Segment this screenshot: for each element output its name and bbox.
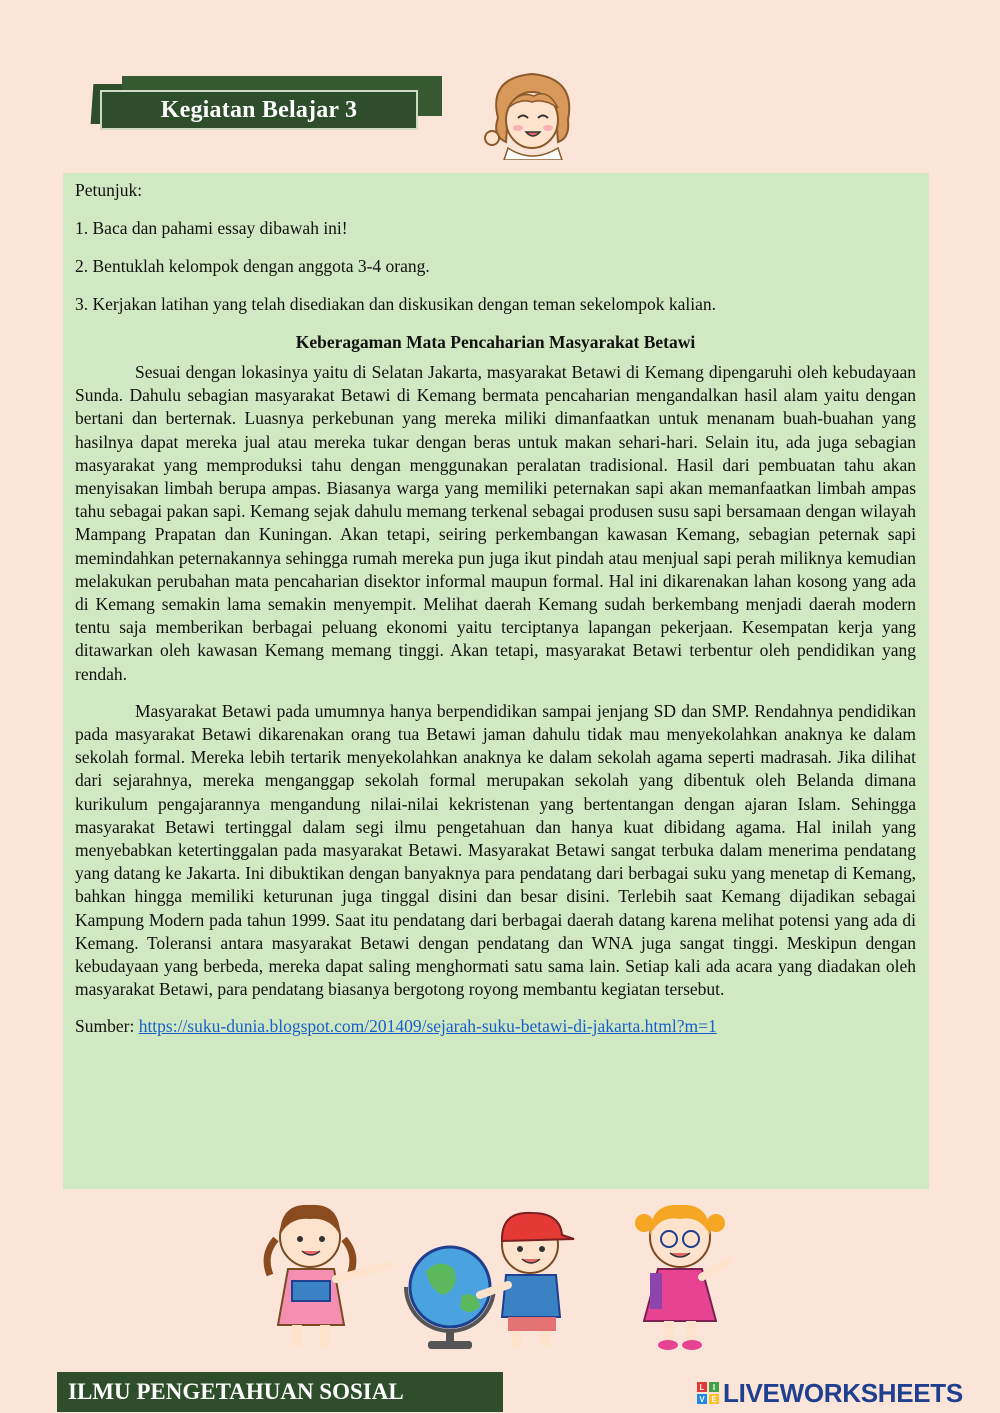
content-panel: [63, 173, 929, 1189]
liveworksheets-wordmark: LIVEWORKSHEETS: [723, 1378, 963, 1408]
girl-with-glasses-figure: [635, 1205, 728, 1350]
svg-text:L: L: [699, 1383, 705, 1392]
liveworksheets-logo-icon: [697, 1382, 719, 1404]
svg-text:V: V: [699, 1395, 705, 1404]
source-link[interactable]: https://suku-dunia.blogspot.com/201409/sejarah-suku-betawi-di-jakarta.html?m=1: [138, 1016, 717, 1037]
lesson-banner: [92, 70, 444, 132]
lesson-title: Kegiatan Belajar 3: [160, 97, 358, 123]
instruction-item: 3. Kerjakan latihan yang telah disediakan dan diskusikan dengan teman sekelompok kalian.: [75, 294, 716, 314]
essay-paragraph: Masyarakat Betawi pada umumnya hanya berpendidikan sampai jenjang SD dan SMP. Rendahnya pendidikan pada masyarakat Betawi dikarenakan orang tua Betawi jaman dahulu tidak mau menyekolahkan anaknya ke dalam sekolah formal. Mereka lebih tertarik menyekolahkan anaknya ke dalam sekolah agama seperti madrasah. Jika dilihat dari sejarahnya, mereka menganggap sekolah formal merupakan sekolah yang dibentuk oleh Belanda dimana kurikulum pengajarannya mengandung nilai-nilai kekristenan yang bertentangan dengan ajaran Islam. Sehingga masyarakat Betawi tertinggal dalam segi ilmu pengetahuan dan hanya kuat dibidang agama. Hal inilah yang menyebabkan ketertinggalan pada masyarakat Betawi. Masyarakat Betawi sangat terbuka dalam menerima pendatang yang datang ke Jakarta. Ini dibuktikan dengan banyaknya para pendatang dari berbagai suku yang menetap di Kemang, bahkan hingga memiliki keturunan juga tinggal disini dan besar disini. Terlebih saat Kemang dijadikan sebagai Kampung Modern pada tahun 1999. Saat itu pendatang dari berbagai daerah datang karena melihat potensi yang ada di Kemang. Toleransi antara masyarakat Betawi dengan pendatang dan WNA juga sangat tinggi. Meskipun dengan kebudayaan yang berbeda, mereka dapat saling menghormati satu sama lain. Setiap kali ada acara yang diadakan oleh masyarakat Betawi, para pendatang biasanya bergotong royong membantu kegiatan tersebut.: [75, 700, 916, 1000]
girl-with-book-figure: [267, 1205, 390, 1347]
source-line: [75, 1015, 916, 1038]
instruction-item: 1. Baca dan pahami essay dibawah ini!: [75, 218, 348, 238]
source-label: Sumber:: [75, 1016, 135, 1037]
subject-footer: ILMU PENGETAHUAN SOSIAL: [57, 1372, 503, 1412]
essay-title: Keberagaman Mata Pencaharian Masyarakat Betawi: [295, 332, 696, 352]
smiling-girl-illustration: [478, 68, 586, 160]
boy-with-cap-figure: [480, 1213, 574, 1347]
svg-text:I: I: [712, 1383, 716, 1392]
svg-text:E: E: [711, 1395, 717, 1404]
instruction-item: 2. Bentuklah kelompok dengan anggota 3-4 orang.: [75, 256, 430, 276]
essay-paragraph: Sesuai dengan lokasinya yaitu di Selatan Jakarta, masyarakat Betawi di Kemang dipengaruhi oleh kebudayaan Sunda. Dahulu sebagian masyarakat Betawi di Kemang bermata pencaharian mengandalkan hasil alam yaitu dengan bertani dan berternak. Luasnya perkebunan yang mereka miliki dimanfaatkan untuk menanam buah-buahan yang hasilnya dapat mereka jual atau mereka tukar dengan beras untuk makan sehari-hari. Selain itu, ada juga sebagian masyarakat yang memproduksi tahu dengan menggunakan peralatan tradisional. Hasil dari pembuatan tahu akan menyisakan limbah berupa ampas. Biasanya warga yang memiliki peternakan sapi akan memanfaatkan limbah ampas tahu sebagai pakan sapi. Kemang sejak dahulu memang terkenal sebagai produsen susu sapi bersamaan dengan wilayah Mampang Prapatan dan Kuningan. Akan tetapi, seiring perkembangan kawasan Kemang, sebagian peternak sapi memindahkan peternakannya sehingga rumah mereka pun juga ikut pindah atau menjual sapi perah miliknya kemudian melakukan perubahan mata pencaharian disektor informal maupun formal. Hal ini dikarenakan lahan kosong yang ada di Kemang semakin lama semakin menyempit. Melihat daerah Kemang sudah berkembang menjadi daerah modern tentu saja memberikan berbagai peluang ekonomi yaitu terciptanya lapangan pekerjaan. Kesempatan kerja yang ditawarkan oleh kawasan Kemang memang tinggi. Akan tetapi, masyarakat Betawi terbentur oleh pendidikan yang rendah.: [75, 362, 916, 684]
kids-with-globe-illustration: [240, 1195, 780, 1355]
liveworksheets-brand[interactable]: [697, 1376, 997, 1410]
instructions-heading: Petunjuk:: [75, 180, 143, 200]
